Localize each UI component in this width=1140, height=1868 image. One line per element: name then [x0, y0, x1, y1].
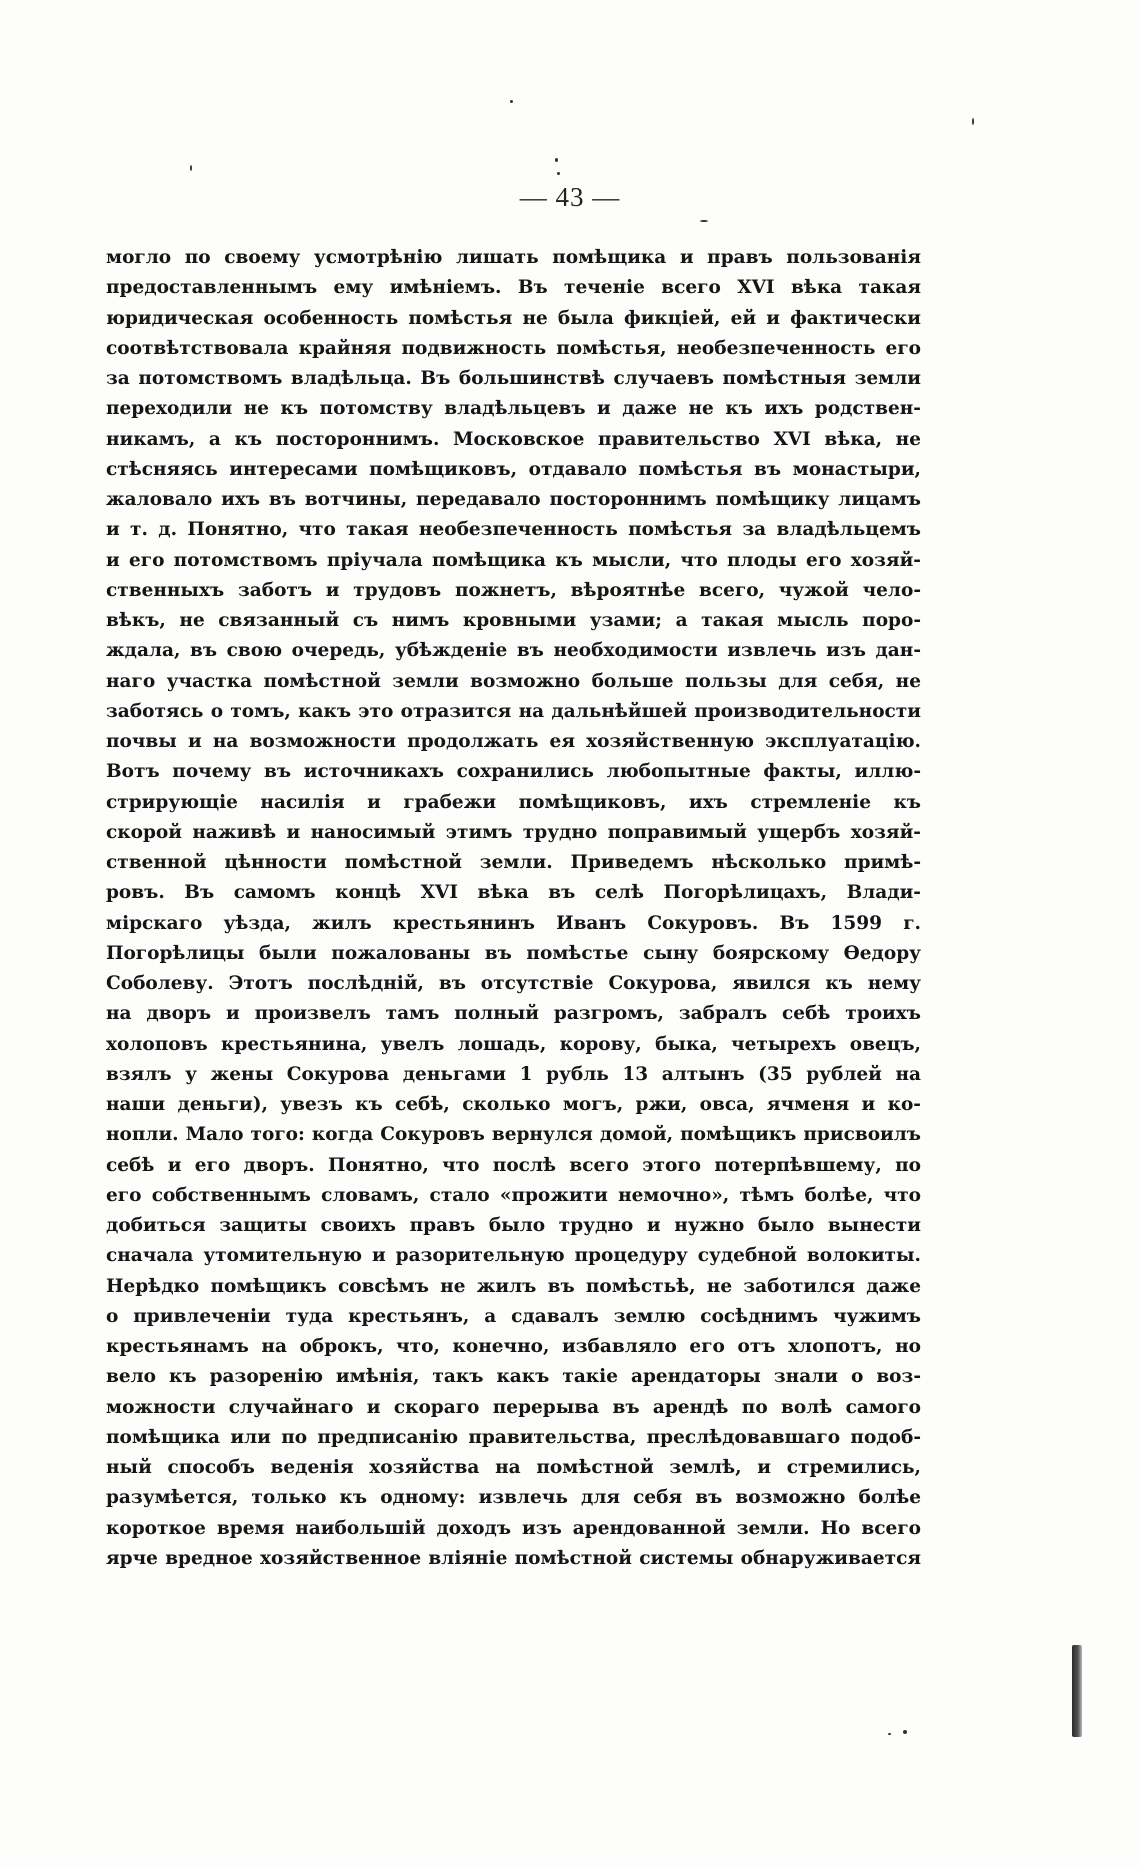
text-line: короткое время наибольшій доходъ изъ арендованной земли. Но всего: [106, 1517, 921, 1539]
text-line: мірскаго уѣзда, жилъ крестьянинъ Иванъ Сокуровъ. Въ 1599 г.: [106, 912, 921, 934]
text-line: стѣсняясь интересами помѣщиковъ, отдавало помѣстья въ монастыри,: [106, 458, 921, 480]
text-line: ждала, въ свою очередь, убѣжденіе въ необходимости извлечь изъ дан-: [106, 640, 921, 662]
text-line: соотвѣтствовала крайняя подвижность помѣстья, необезпеченность его: [106, 337, 921, 359]
text-line: переходили не къ потомству владѣльцевъ и даже не къ ихъ родствен-: [106, 398, 921, 420]
page-number: — 43 —: [519, 182, 621, 212]
text-line: Погорѣлицы были пожалованы въ помѣстье сыну боярскому Ѳедору: [106, 942, 921, 964]
text-line: крестьянамъ на оброкъ, что, конечно, избавляло его отъ хлопотъ, но: [106, 1336, 921, 1357]
text-line: заботясь о томъ, какъ это отразится на дальнѣйшей производительности: [106, 700, 921, 722]
scan-speck: [700, 220, 708, 222]
text-line: разумѣется, только къ одному: извлечь для себя въ возможно болѣе: [106, 1487, 921, 1509]
text-line: могло по своему усмотрѣнію лишать помѣщика и правъ пользованія: [106, 247, 921, 268]
body-text: [106, 243, 921, 1574]
text-line: вѣкъ, не связанный съ нимъ кровными узами; а такая мысль поро-: [106, 610, 921, 631]
text-line: Соболеву. Этотъ послѣдній, въ отсутствіе Сокурова, явился къ нему: [106, 973, 921, 994]
text-line: почвы и на возможности продолжать ея хозяйственную эксплуатацію.: [106, 731, 921, 752]
scan-speck: [557, 172, 560, 175]
text-line: о привлеченіи туда крестьянъ, а сдавалъ землю сосѣднимъ чужимъ: [106, 1305, 921, 1327]
text-line: предоставленнымъ ему имѣніемъ. Въ теченіе всего XVI вѣка такая: [106, 277, 921, 299]
text-line: вело къ разоренію имѣнія, такъ какъ такіе арендаторы знали о воз-: [106, 1366, 921, 1388]
text-line: юридическая особенность помѣстья не была фикціей, ей и фактически: [106, 307, 921, 329]
text-line: Нерѣдко помѣщикъ совсѣмъ не жилъ въ помѣстьѣ, не заботился даже: [106, 1275, 921, 1297]
text-line: жаловало ихъ въ вотчины, передавало постороннимъ помѣщику лицамъ: [106, 489, 921, 510]
text-line: ярче вредное хозяйственное вліяніе помѣстной системы обнаруживается: [106, 1547, 921, 1569]
text-line: сначала утомительную и разорительную процедуру судебной волокиты.: [106, 1245, 921, 1267]
text-line: взялъ у жены Сокурова деньгами 1 рубль 13 алтынъ (35 рублей на: [106, 1063, 921, 1085]
scan-speck: [510, 100, 513, 103]
text-line: ственной цѣнности помѣстной земли. Приведемъ нѣсколько примѣ-: [106, 852, 921, 873]
text-line: помѣщика или по предписанію правительства, преслѣдовавшаго подоб-: [106, 1426, 921, 1448]
text-line: его собственнымъ словамъ, стало «прожити немочно», тѣмъ болѣе, что: [106, 1184, 921, 1206]
text-line: скорой наживѣ и наносимый этимъ трудно поправимый ущербъ хозяй-: [106, 821, 921, 843]
text-line: наши деньги), увезъ къ себѣ, сколько могъ, ржи, овса, ячменя и ко-: [106, 1094, 921, 1115]
text-line: стрирующіе насилія и грабежи помѣщиковъ, ихъ стремленіе къ: [106, 791, 921, 813]
text-line: и т. д. Понятно, что такая необезпеченность помѣстья за владѣльцемъ: [106, 519, 921, 541]
text-line: ственныхъ заботъ и трудовъ пожнетъ, вѣроятнѣе всего, чужой чело-: [106, 579, 921, 601]
text-line: холоповъ крестьянина, увелъ лошадь, корову, быка, четырехъ овецъ,: [106, 1033, 921, 1055]
scan-speck: [888, 1733, 891, 1735]
text-line: наго участка помѣстной земли возможно больше пользы для себя, не: [106, 670, 921, 692]
text-line: нопли. Мало того: когда Сокуровъ вернулся домой, помѣщикъ присвоилъ: [106, 1124, 921, 1146]
text-line: ный способъ веденія хозяйства на помѣстной землѣ, и стремились,: [106, 1457, 921, 1478]
text-line: никамъ, а къ постороннимъ. Московское правительство XVI вѣка, не: [106, 428, 921, 450]
text-line: на дворъ и произвелъ тамъ полный разгромъ, забралъ себѣ троихъ: [106, 1003, 921, 1025]
text-line: себѣ и его дворъ. Понятно, что послѣ всего этого потерпѣвшему, по: [106, 1154, 921, 1176]
text-line: ровъ. Въ самомъ концѣ XVI вѣка въ селѣ Погорѣлицахъ, Влади-: [106, 882, 921, 904]
text-line: можности случайнаго и скораго перерыва въ арендѣ по волѣ самого: [106, 1396, 921, 1418]
text-line: добиться защиты своихъ правъ было трудно и нужно было вынести: [106, 1215, 921, 1236]
text-line: за потомствомъ владѣльца. Въ большинствѣ случаевъ помѣстныя земли: [106, 368, 921, 389]
scan-speck: [903, 1730, 907, 1734]
text-line: и его потомствомъ пріучала помѣщика къ мысли, что плоды его хозяй-: [106, 549, 921, 571]
scan-speck: [190, 165, 192, 171]
scan-speck: [972, 118, 974, 125]
scan-edge-mark: [1072, 1645, 1082, 1737]
text-line: Вотъ почему въ источникахъ сохранились любопытные факты, иллю-: [106, 761, 921, 783]
scan-speck: [555, 158, 558, 162]
